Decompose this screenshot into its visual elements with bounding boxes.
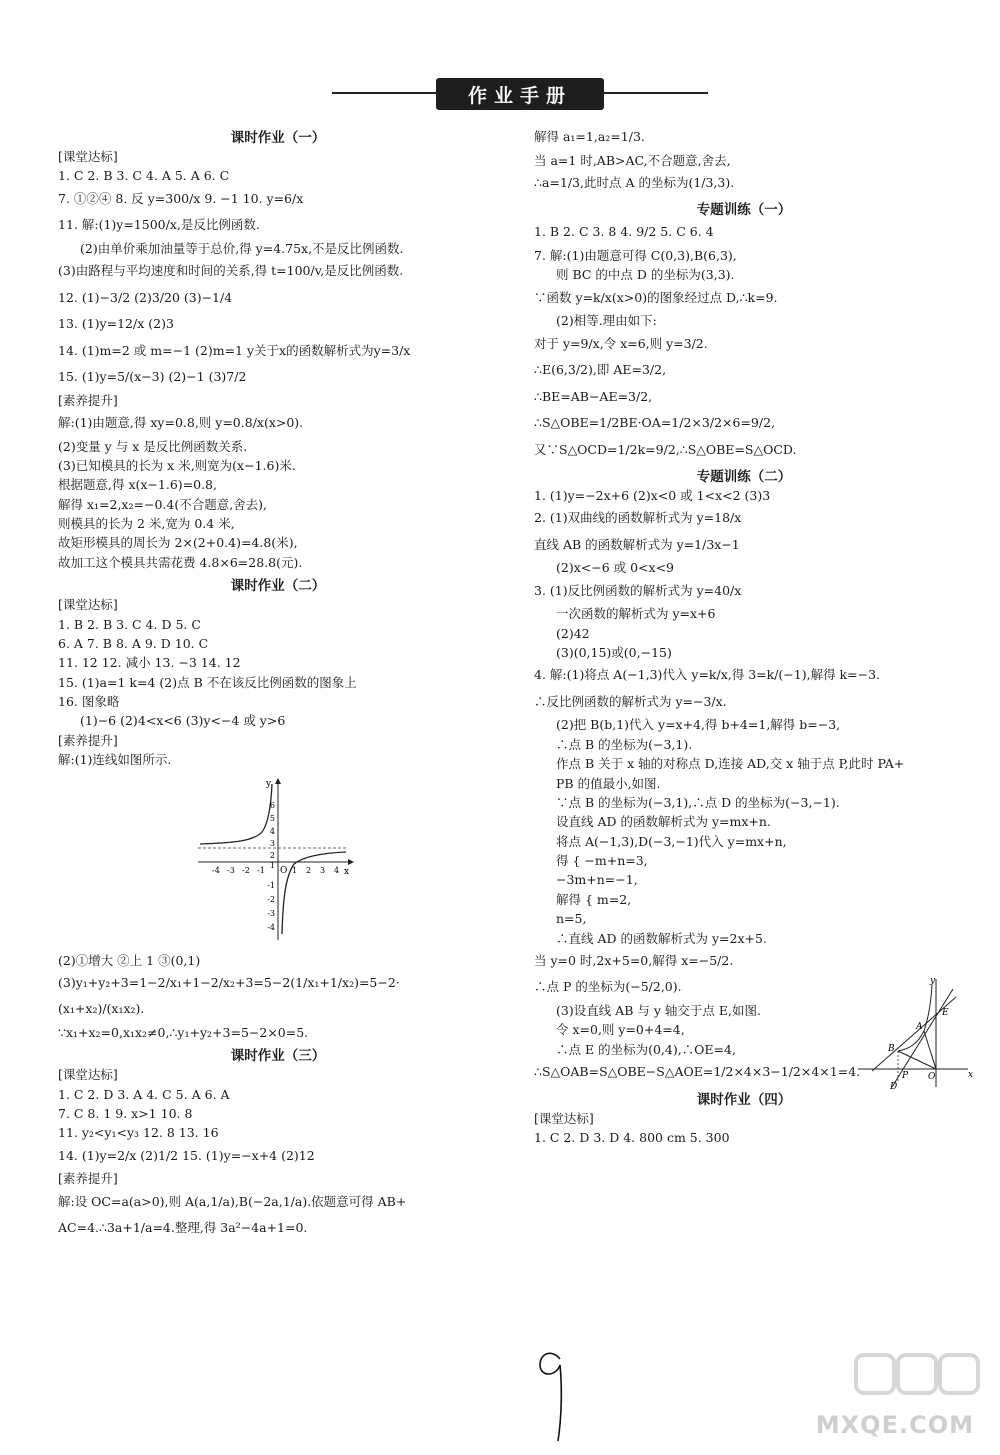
handwritten-page-number: [532, 1345, 572, 1445]
answer-line: 1. C 2. D 3. A 4. C 5. A 6. A: [58, 1086, 230, 1102]
banner-rule-right: [604, 92, 708, 94]
y-tick: -4: [267, 922, 275, 932]
section-tag: [课堂达标]: [534, 1110, 594, 1126]
answer-line: (2)①增大 ②上 1 ③(0,1): [58, 952, 201, 968]
answer-line: ∴S△OAB=S△OBE−S△AOE=1/2×4×3−1/2×4×1=4.: [534, 1064, 861, 1079]
x-tick: -1: [257, 865, 265, 875]
fig-label-e: E: [942, 1008, 949, 1018]
answer-line: 16. 图象略: [58, 694, 120, 709]
answer-line: (3)(0,15)或(0,−15): [556, 645, 672, 660]
section-title: 课时作业（二）: [230, 578, 326, 595]
answer-line: −3m+n=−1,: [556, 872, 638, 888]
answer-line: 11. y₂<y₁<y₃ 12. 8 13. 16: [58, 1125, 219, 1141]
answer-line: (2)相等.理由如下:: [556, 313, 657, 329]
answer-line: (1)−6 (2)4<x<6 (3)y<−4 或 y>6: [80, 713, 286, 729]
x-tick: -2: [242, 865, 250, 875]
section-tag: [课堂达标]: [58, 1067, 118, 1083]
answer-line: 1. B 2. C 3. 8 4. 9/2 5. C 6. 4: [534, 224, 714, 240]
x-axis-arrow-icon: [348, 859, 354, 865]
hyperbola-branch-left: [200, 784, 272, 844]
section-tag: [素养提升]: [58, 392, 118, 408]
answer-line: 2. (1)双曲线的函数解析式为 y=18/x: [534, 510, 742, 526]
answer-line: (3)由路程与平均速度和时间的关系,得 t=100/v,是反比例函数.: [58, 263, 404, 279]
y-axis-label: y: [266, 778, 272, 789]
section-title: 课时作业（三）: [230, 1048, 326, 1065]
site-watermark: [815, 1345, 988, 1445]
answer-line: 解:(1)连线如图所示.: [58, 752, 172, 768]
hyperbola-branch-right: [282, 852, 346, 934]
answer-line: (3)设直线 AB 与 y 轴交于点 E,如图.: [556, 1002, 761, 1018]
answer-line: ∴S△OBE=1/2BE·OA=1/2×3/2×6=9/2,: [534, 415, 776, 430]
y-tick: -1: [267, 880, 275, 890]
fig-label-p: P: [902, 1071, 909, 1081]
answer-line: 1. (1)y=−2x+6 (2)x<0 或 1<x<2 (3)3: [534, 488, 771, 503]
answer-line: 1. C 2. D 3. D 4. 800 cm 5. 300: [534, 1129, 730, 1145]
section-tag: [素养提升]: [58, 732, 118, 748]
answer-line: PB 的值最小,如图.: [556, 775, 661, 791]
section-tag: [素养提升]: [58, 1171, 118, 1187]
fig-label-b: B: [888, 1044, 895, 1054]
answer-line: 一次函数的解析式为 y=x+6: [556, 606, 716, 622]
x-tick: 4: [334, 865, 340, 875]
answer-line: (2)由单价乘加油量等于总价,得 y=4.75x,不是反比例函数.: [80, 240, 404, 256]
answer-line: 则模具的长为 2 米,宽为 0.4 米,: [58, 516, 235, 531]
answer-line: ∴点 B 的坐标为(−3,1).: [556, 736, 693, 752]
origin-label: O: [280, 865, 288, 876]
watermark-logo-icon: [848, 1345, 988, 1415]
x-tick: -4: [212, 865, 220, 875]
answer-line: 当 a=1 时,AB>AC,不合题意,舍去,: [534, 152, 731, 168]
answer-line: 14. (1)m=2 或 m=−1 (2)m=1 y关于x的函数解析式为y=3/x: [58, 342, 411, 358]
answer-line: 根据题意,得 x(x−1.6)=0.8,: [58, 477, 217, 493]
answer-line: 3. (1)反比例函数的解析式为 y=40/x: [534, 582, 742, 598]
answer-line: 设直线 AD 的函数解析式为 y=mx+n.: [556, 814, 771, 830]
answer-line: 13. (1)y=12/x (2)3: [58, 316, 174, 332]
x-tick: -3: [227, 865, 235, 875]
page-banner-title: 作业手册: [436, 78, 604, 110]
answer-line: 对于 y=9/x,令 x=6,则 y=3/2.: [534, 335, 708, 351]
y-tick: 1: [269, 860, 275, 870]
answer-line: 又∵S△OCD=1/2k=9/2,∴S△OBE=S△OCD.: [534, 441, 797, 457]
answer-line: ∴a=1/3,此时点 A 的坐标为(1/3,3).: [534, 174, 735, 190]
answer-line: (3)已知模具的长为 x 米,则宽为(x−1.6)米.: [58, 457, 296, 473]
y-tick: 5: [269, 813, 275, 823]
section-title: 专题训练（二）: [696, 469, 792, 485]
section-title: 课时作业（四）: [696, 1091, 792, 1108]
x-tick: 1: [292, 865, 298, 875]
answer-line: ∴点 P 的坐标为(−5/2,0).: [534, 979, 682, 995]
section-title: 课时作业（一）: [230, 130, 326, 146]
x-tick-labels: [212, 866, 339, 875]
answer-line: 则 BC 的中点 D 的坐标为(3,3).: [556, 267, 735, 283]
y-tick: 3: [269, 838, 275, 848]
fig-label-y: y: [930, 976, 936, 986]
answer-line: (2)42: [556, 625, 590, 641]
answer-line: 解:(1)由题意,得 xy=0.8,则 y=0.8/x(x>0).: [58, 415, 304, 430]
y-tick-labels: [267, 801, 275, 932]
answer-line: 当 y=0 时,2x+5=0,解得 x=−5/2.: [534, 952, 734, 968]
answer-line: 7. C 8. 1 9. x>1 10. 8: [58, 1106, 193, 1121]
answer-line: 11. 解:(1)y=1500/x,是反比例函数.: [58, 217, 260, 233]
section-tag: [课堂达标]: [58, 597, 118, 613]
answer-line: n=5,: [556, 911, 587, 927]
section-title: 专题训练（一）: [696, 202, 792, 219]
answer-line: (x₁+x₂)/(x₁x₂).: [58, 1001, 145, 1017]
answer-line: (2)变量 y 与 x 是反比例函数关系.: [58, 438, 248, 454]
answer-line: 1. C 2. B 3. C 4. A 5. A 6. C: [58, 168, 230, 184]
answer-line: 11. 12 12. 减小 13. −3 14. 12: [58, 655, 241, 671]
answer-line: 故加工这个模具共需花费 4.8×6=28.8(元).: [58, 554, 303, 570]
x-tick: 2: [306, 865, 312, 875]
answer-line: 7. 解:(1)由题意可得 C(0,3),B(6,3),: [534, 247, 737, 263]
segment-ob: [898, 1051, 936, 1069]
hyperbola-graph: [198, 776, 358, 944]
handwritten-digit-stroke: [540, 1353, 561, 1441]
fig-label-o: O: [928, 1072, 936, 1082]
answer-line: ∴BE=AB−AE=3/2,: [534, 388, 653, 404]
y-tick: 2: [269, 850, 275, 860]
answer-line: 4. 解:(1)将点 A(−1,3)代入 y=k/x,得 3=k/(−1),解得 k=−3.: [534, 667, 881, 683]
answer-line: 直线 AB 的函数解析式为 y=1/3x−1: [534, 536, 740, 552]
answer-line: AC=4.∴3a+1/a=4.整理,得 3a²−4a+1=0.: [58, 1220, 308, 1236]
answer-line: 解得 { m=2,: [556, 891, 632, 907]
answer-line: 6. A 7. B 8. A 9. D 10. C: [58, 635, 209, 651]
x-axis-label: x: [344, 866, 350, 877]
answer-line: ∴E(6,3/2),即 AE=3/2,: [534, 362, 667, 377]
triangle-geometry-figure: [858, 975, 976, 1090]
answer-line: 14. (1)y=2/x (2)1/2 15. (1)y=−x+4 (2)12: [58, 1147, 315, 1163]
x-tick: 3: [320, 865, 326, 875]
answer-line: 故矩形模具的周长为 2×(2+0.4)=4.8(米),: [58, 535, 298, 551]
fig-label-a: A: [916, 1022, 923, 1032]
y-tick: 6: [269, 800, 275, 810]
answer-line: 解得 x₁=2,x₂=−0.4(不合题意,舍去),: [58, 496, 268, 512]
answer-line: ∵点 B 的坐标为(−3,1),∴点 D 的坐标为(−3,−1).: [556, 794, 840, 810]
answer-line: 12. (1)−3/2 (2)3/20 (3)−1/4: [58, 289, 233, 305]
answer-line: 解:设 OC=a(a>0),则 A(a,1/a),B(−2a,1/a).依题意可得 AB+: [58, 1193, 407, 1209]
answer-line: 解得 a₁=1,a₂=1/3.: [534, 129, 645, 144]
watermark-text: MXQE.COM: [815, 1411, 974, 1439]
answer-line: 作点 B 关于 x 轴的对称点 D,连接 AD,交 x 轴于点 P,此时 PA+: [556, 756, 905, 772]
answer-line: ∴反比例函数的解析式为 y=−3/x.: [534, 693, 727, 709]
answer-line: 1. B 2. B 3. C 4. D 5. C: [58, 616, 201, 632]
y-tick: 4: [269, 826, 275, 836]
fig-label-d: D: [890, 1082, 898, 1090]
answer-line: ∵x₁+x₂=0,x₁x₂≠0,∴y₁+y₂+3=5−2×0=5.: [58, 1024, 309, 1040]
left-column: [58, 124, 498, 1242]
answer-line: 得 { −m+n=3,: [556, 853, 648, 868]
answer-line: 7. ①②④ 8. 反 y=300/x 9. −1 10. y=6/x: [58, 190, 304, 206]
answer-line: 令 x=0,则 y=0+4=4,: [556, 1022, 685, 1038]
answer-line: ∵函数 y=k/x(x>0)的图象经过点 D,∴k=9.: [534, 289, 778, 305]
banner-rule-left: [332, 92, 436, 94]
section-tag: [课堂达标]: [58, 149, 118, 164]
answer-line: ∴点 E 的坐标为(0,4),∴OE=4,: [556, 1041, 736, 1057]
fig-label-x: x: [968, 1070, 974, 1080]
y-tick: -3: [267, 908, 275, 918]
answer-line: (3)y₁+y₂+3=1−2/x₁+1−2/x₂+3=5−2(1/x₁+1/x₂)=5−2·: [58, 974, 400, 990]
answer-line: (2)x<−6 或 0<x<9: [556, 560, 675, 576]
answer-line: 15. (1)a=1 k=4 (2)点 B 不在该反比例函数的图象上: [58, 674, 357, 690]
segment-oa: [924, 1031, 936, 1069]
answer-line: ∴直线 AD 的函数解析式为 y=2x+5.: [556, 930, 767, 946]
answer-line: 15. (1)y=5/(x−3) (2)−1 (3)7/2: [58, 369, 247, 385]
answer-line: 将点 A(−1,3),D(−3,−1)代入 y=mx+n,: [556, 833, 787, 849]
y-tick: -2: [267, 894, 275, 904]
y-axis-arrow-icon: [275, 778, 281, 784]
answer-line: (2)把 B(b,1)代入 y=x+4,得 b+4=1,解得 b=−3,: [556, 717, 841, 733]
